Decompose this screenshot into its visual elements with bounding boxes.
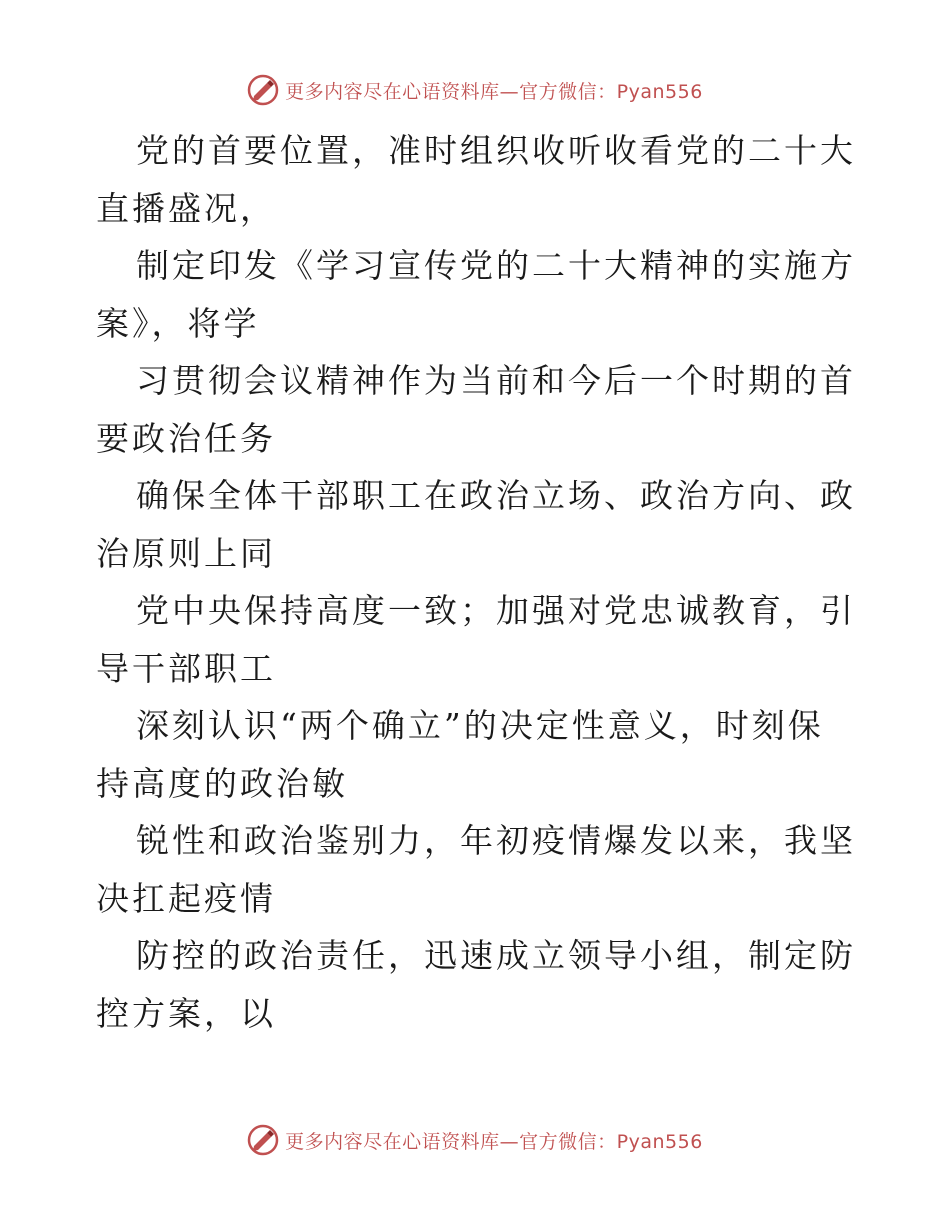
paragraph-7: 锐性和政治鉴别力，年初疫情爆发以来，我坚决扛起疫情 <box>96 821 856 918</box>
document-body <box>96 122 856 1042</box>
paragraph-6: 深刻认识“两个确立”的决定性意义，时刻保持高度的政治敏 <box>96 706 824 803</box>
paragraph-4: 确保全体干部职工在政治立场、政治方向、政治原则上同 <box>96 476 856 573</box>
paragraph-8: 防控的政治责任，迅速成立领导小组，制定防控方案，以 <box>96 936 856 1033</box>
footer-banner <box>0 1120 950 1160</box>
pen-logo-icon <box>247 1124 279 1156</box>
paragraph-2: 制定印发《学习宣传党的二十大精神的实施方案》，将学 <box>96 246 856 343</box>
paragraph-5: 党中央保持高度一致；加强对党忠诚教育，引导干部职工 <box>96 591 856 688</box>
footer-banner-text: 更多内容尽在心语资料库—官方微信：Pyan556 <box>285 1130 703 1153</box>
header-banner <box>0 70 950 110</box>
pen-logo-icon <box>247 74 279 106</box>
paragraph-1: 党的首要位置，准时组织收听收看党的二十大直播盛况， <box>96 131 856 228</box>
paragraph-3: 习贯彻会议精神作为当前和今后一个时期的首要政治任务 <box>96 361 856 458</box>
header-banner-text: 更多内容尽在心语资料库—官方微信：Pyan556 <box>285 80 703 103</box>
